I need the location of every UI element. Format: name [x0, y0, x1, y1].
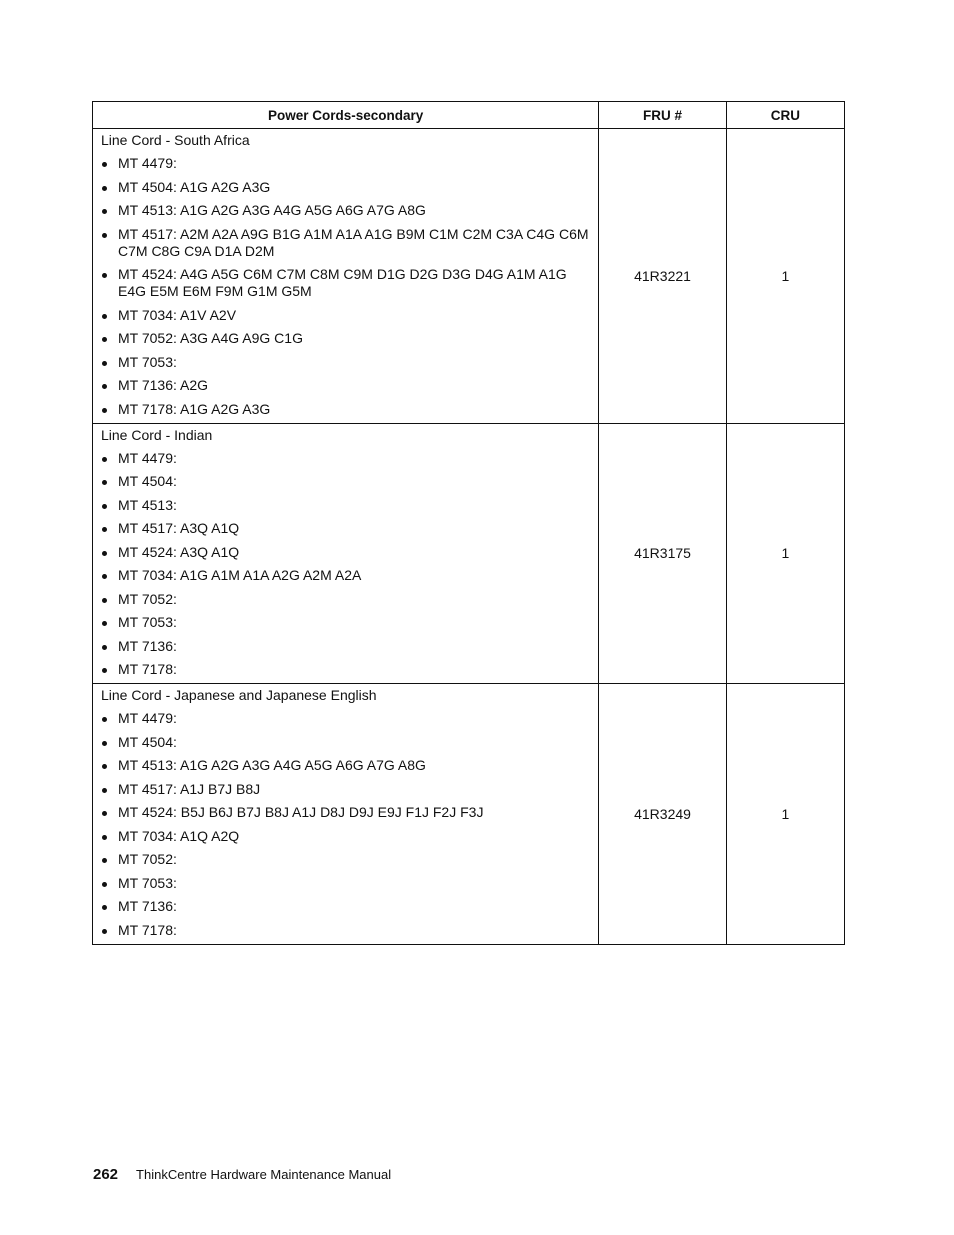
list-item: MT 7034: A1Q A2Q — [101, 828, 590, 845]
cord-title: Line Cord - Indian — [101, 426, 213, 443]
list-item: MT 7178: — [101, 661, 590, 678]
list-item: MT 4504: A1G A2G A3G — [101, 179, 590, 196]
table-row — [93, 423, 845, 684]
fru-cell: 41R3221 — [599, 129, 726, 424]
page-number: 262 — [93, 1166, 119, 1183]
list-item: MT 4517: A3Q A1Q — [101, 520, 590, 537]
list-item: MT 7178: — [101, 922, 590, 939]
list-item: MT 7052: — [101, 591, 590, 608]
list-item: MT 7052: — [101, 851, 590, 868]
machine-type-list — [101, 450, 590, 679]
list-item: MT 4524: A3Q A1Q — [101, 544, 590, 561]
cord-title: Line Cord - South Africa — [101, 132, 250, 148]
machine-type-list — [101, 710, 590, 939]
fru-cell: 41R3175 — [599, 423, 726, 684]
list-item: MT 7052: A3G A4G A9G C1G — [101, 330, 590, 347]
description-cell — [93, 423, 599, 684]
cru-cell: 1 — [726, 423, 844, 684]
list-item: MT 4513: — [101, 497, 590, 514]
list-item: MT 4479: — [101, 450, 590, 467]
list-item: MT 7136: — [101, 638, 590, 655]
list-item: MT 4513: A1G A2G A3G A4G A5G A6G A7G A8G — [101, 757, 590, 774]
table-row — [93, 684, 845, 945]
cord-title: Line Cord - Japanese and Japanese English — [101, 687, 377, 703]
list-item: MT 7034: A1G A1M A1A A2G A2M A2A — [101, 567, 590, 584]
table-header-row — [93, 102, 845, 129]
list-item: MT 4524: A4G A5G C6M C7M C8M C9M D1G D2G D3G D4G A1M A1G E4G E5M E6M F9M G1M G5M — [101, 266, 590, 300]
list-item: MT 7034: A1V A2V — [101, 307, 590, 324]
header-fru: FRU # — [599, 102, 726, 129]
list-item: MT 4517: A2M A2A A9G B1G A1M A1A A1G B9M C1M C2M C3A C4G C6M C7M C8G C9A D1A D2M — [101, 226, 590, 260]
list-item: MT 7178: A1G A2G A3G — [101, 401, 590, 418]
header-description: Power Cords-secondary — [93, 102, 599, 129]
fru-cell: 41R3249 — [599, 684, 726, 945]
table-row — [93, 129, 845, 424]
machine-type-list — [101, 155, 590, 418]
list-item: MT 4504: — [101, 734, 590, 751]
power-cords-table — [92, 101, 845, 945]
description-cell — [93, 129, 599, 424]
list-item: MT 4524: B5J B6J B7J B8J A1J D8J D9J E9J F1J F2J F3J — [101, 804, 590, 821]
list-item: MT 4479: — [101, 155, 590, 172]
list-item: MT 7053: — [101, 875, 590, 892]
list-item: MT 4517: A1J B7J B8J — [101, 781, 590, 798]
manual-title: ThinkCentre Hardware Maintenance Manual — [136, 1167, 392, 1182]
header-cru: CRU — [726, 102, 844, 129]
description-cell — [93, 684, 599, 945]
cru-cell: 1 — [726, 684, 844, 945]
page-footer — [93, 1166, 391, 1183]
list-item: MT 4513: A1G A2G A3G A4G A5G A6G A7G A8G — [101, 202, 590, 219]
list-item: MT 7136: A2G — [101, 377, 590, 394]
list-item: MT 7136: — [101, 898, 590, 915]
list-item: MT 4504: — [101, 473, 590, 490]
list-item: MT 7053: — [101, 354, 590, 371]
cru-cell: 1 — [726, 129, 844, 424]
list-item: MT 4479: — [101, 710, 590, 727]
list-item: MT 7053: — [101, 614, 590, 631]
